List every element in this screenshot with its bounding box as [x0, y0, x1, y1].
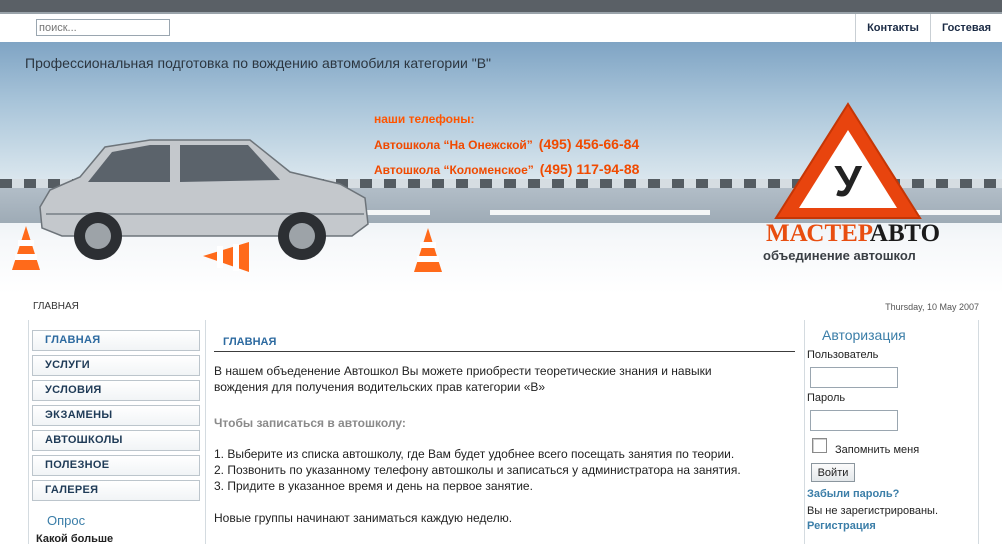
left-sidebar [28, 320, 205, 544]
phone-number: (495) 456-66-84 [538, 136, 640, 152]
top-bar-line [0, 12, 1002, 14]
poll-question: Какой больше [36, 533, 114, 545]
menu-item-label: ГЛАВНАЯ [45, 334, 101, 346]
intro-line: вождения для получения водительских прав категории «В» [214, 380, 546, 394]
main-content [205, 320, 805, 544]
top-nav [855, 14, 1002, 42]
login-button[interactable]: Войти [811, 463, 855, 482]
menu-item-conditions[interactable] [32, 380, 200, 401]
phones-title: наши телефоны: [374, 112, 475, 126]
remember-checkbox[interactable] [812, 438, 827, 453]
menu-item-label: АВТОШКОЛЫ [45, 434, 123, 446]
step-item: 2. Позвонить по указанному телефону автошколы и записаться у администратора на занятия. [214, 463, 741, 477]
groups-note: Новые группы начинают заниматься каждую неделю. [214, 511, 513, 525]
menu-item-label: УСЛУГИ [45, 359, 91, 371]
logo-triangle-icon [760, 100, 940, 225]
search-input[interactable] [36, 19, 170, 36]
step-item: 1. Выберите из списка автошколу, где Вам будет удобнее всего посещать занятия по теории. [214, 447, 735, 461]
remember-label: Запомнить меня [835, 444, 920, 456]
menu-item-schools[interactable] [32, 430, 200, 451]
content-title: ГЛАВНАЯ [223, 336, 277, 348]
password-label: Пароль [807, 392, 846, 404]
step-item: 3. Придите в указанное время и день на первое занятие. [214, 479, 533, 493]
menu-item-label: ГАЛЕРЕЯ [45, 484, 99, 496]
intro-line: В нашем объеденение Автошкол Вы можете приобрести теоретические знания и навыки [214, 364, 712, 378]
password-input[interactable] [810, 410, 898, 431]
header-banner [0, 42, 1002, 294]
logo-letter: У [834, 157, 862, 206]
phone-number: (495) 117-94-88 [539, 161, 640, 177]
logo-name-part2: АВТО [869, 220, 941, 247]
nav-guestbook-link[interactable]: Гостевая [930, 14, 1002, 42]
title-divider [214, 351, 795, 352]
menu-item-services[interactable] [32, 355, 200, 376]
nav-contacts-link[interactable]: Контакты [855, 14, 930, 42]
register-link[interactable]: Регистрация [807, 520, 876, 532]
login-title: Авторизация [822, 327, 906, 343]
phone-row [374, 136, 639, 152]
logo-subtitle: объединение автошкол [763, 248, 916, 263]
traffic-cone-fallen-icon [203, 240, 253, 274]
menu-item-exams[interactable] [32, 405, 200, 426]
username-label: Пользователь [807, 349, 879, 361]
header-tagline: Профессиональная подготовка по вождению автомобиля категории "В" [25, 55, 492, 71]
poll-title: Опрос [47, 513, 86, 528]
menu-item-home[interactable] [32, 330, 200, 351]
right-sidebar [804, 320, 979, 544]
road-stripe [490, 210, 710, 215]
menu-item-gallery[interactable] [32, 480, 200, 501]
traffic-cone-icon [10, 226, 42, 274]
menu-item-label: ПОЛЕЗНОЕ [45, 459, 110, 471]
menu-item-label: ЭКЗАМЕНЫ [45, 409, 113, 421]
forgot-password-link[interactable]: Забыли пароль? [807, 488, 900, 500]
content-subheading: Чтобы записаться в автошколу: [214, 416, 406, 430]
logo-name-part1: МАСТЕР [766, 220, 870, 247]
breadcrumb: ГЛАВНАЯ [33, 301, 79, 312]
traffic-cone-icon [412, 228, 444, 276]
not-registered-text: Вы не зарегистрированы. [807, 505, 939, 517]
phones-block [374, 112, 639, 186]
car-illustration [0, 132, 380, 272]
logo-name [766, 220, 940, 248]
phone-row [374, 161, 639, 177]
phone-school: Автошкола “Коломенское” [374, 163, 534, 177]
username-input[interactable] [810, 367, 898, 388]
menu-item-label: УСЛОВИЯ [45, 384, 102, 396]
current-date: Thursday, 10 May 2007 [885, 302, 979, 312]
top-bar [0, 0, 1002, 12]
phone-school: Автошкола “На Онежской” [374, 138, 533, 152]
menu-item-useful[interactable] [32, 455, 200, 476]
